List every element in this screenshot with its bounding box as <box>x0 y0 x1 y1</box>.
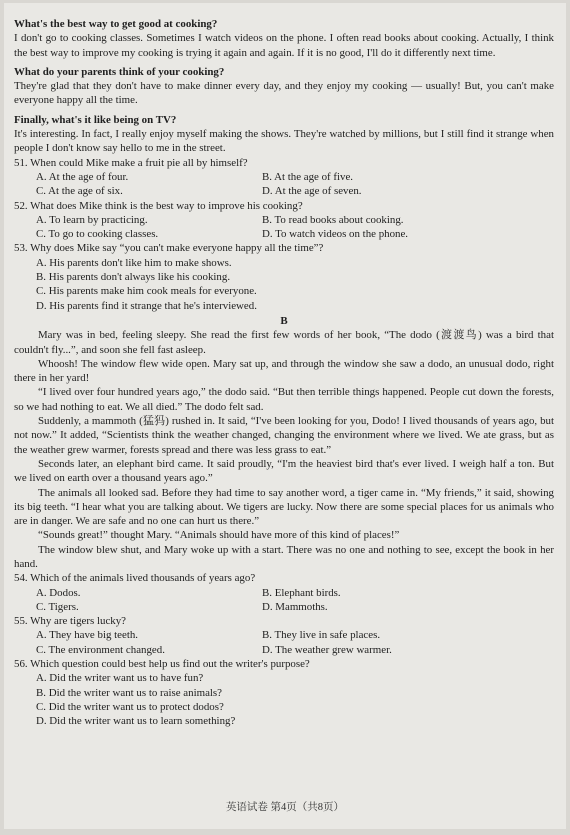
option: D. Mammoths. <box>262 600 328 613</box>
passage-paragraph: The animals all looked sad. Before they had time to say another word, a tiger came in. “My friends,” it said, showing its big teeth. “I hear what you are talking about. We tigers are lucky. Now there are some special places for us animals who are in danger. We are safe and no one can hurt us there.” <box>14 486 554 528</box>
interview-answer: It's interesting. In fact, I really enjoy myself making the shows. They're watched by millions, but I still find it strange when people I don't know say hello to me in the street. <box>14 128 554 155</box>
option: B. Elephant birds. <box>262 586 341 599</box>
questions-a <box>14 156 554 313</box>
option: C. To go to cooking classes. <box>36 228 159 241</box>
option: B. They live in safe places. <box>262 629 381 642</box>
question-56-options <box>14 671 554 728</box>
option: C. The environment changed. <box>36 643 165 656</box>
interview-question: What's the best way to get good at cooking? <box>14 18 218 30</box>
passage-paragraph: Seconds later, an elephant bird came. It said proudly, “I'm the heaviest bird that's ever lived. I weigh half a ton. But we lived on earth over a thousand years ago.” <box>14 457 554 485</box>
option: A. Did the writer want us to have fun? <box>36 672 204 685</box>
question-54-options <box>14 586 554 615</box>
question-52-stem: 52. What does Mike think is the best way to improve his cooking? <box>14 199 303 212</box>
option: A. They have big teeth. <box>36 629 139 642</box>
option: C. Tigers. <box>36 600 79 613</box>
passage-b <box>14 328 554 571</box>
question-53-stem: 53. Why does Mike say “you can't make everyone happy all the time”? <box>14 242 324 255</box>
section-b-heading: B <box>280 314 288 327</box>
option: D. To watch videos on the phone. <box>262 228 409 241</box>
questions-b <box>14 571 554 728</box>
option: A. Dodos. <box>36 586 81 599</box>
passage-paragraph: “I lived over four hundred years ago,” the dodo said. “But then terrible things happened. People cut down the forests, so we had nothing to eat. We all died.” The dodo felt sad. <box>14 386 554 413</box>
passage-paragraph: The window blew shut, and Mary woke up with a start. There was no one and nothing to see, except the book in her hand. <box>14 543 554 570</box>
passage-paragraph: Mary was in bed, feeling sleepy. She read the first few words of her book, “The dodo (渡渡鸟) was a bird that couldn't fly...”, and soon she fell fast asleep. <box>14 329 554 356</box>
question-55-options <box>14 628 554 657</box>
question-53-options <box>14 256 554 313</box>
option: B. To read books about cooking. <box>262 213 404 226</box>
option: C. Did the writer want us to protect dodos? <box>36 700 224 713</box>
option: A. His parents don't like him to make shows. <box>36 256 232 269</box>
question-52-options <box>14 213 554 242</box>
exam-page <box>4 3 566 829</box>
option: A. At the age of four. <box>36 170 129 183</box>
passage-paragraph: Suddenly, a mammoth (猛犸) rushed in. It said, “I've been looking for you, Dodo! I lived thousands of years ago, but not now.” It added, “Scientists think the weather changed, changing the environment where we lived. We ate grass, but as the weather grew warmer, forests spread and there was less grass to eat.” <box>14 415 554 456</box>
question-51-options <box>14 170 554 199</box>
option: D. The weather grew warmer. <box>262 643 392 656</box>
option: D. His parents find it strange that he's interviewed. <box>36 299 257 312</box>
option: C. His parents make him cook meals for everyone. <box>36 285 257 298</box>
question-51-stem: 51. When could Mike make a fruit pie all by himself? <box>14 156 248 169</box>
option: A. To learn by practicing. <box>36 213 148 226</box>
interview-section <box>14 17 554 156</box>
interview-question: Finally, what's it like being on TV? <box>14 113 177 126</box>
interview-answer: They're glad that they don't have to make dinner every day, and they enjoy my cooking — usually! But, you can't make everyone happy all the time. <box>14 80 554 107</box>
option: D. Did the writer want us to learn something? <box>36 715 236 728</box>
option: C. At the age of six. <box>36 185 123 198</box>
option: B. His parents don't always like his cooking. <box>36 271 231 284</box>
page-footer: 英语试卷 第4页（共8页） <box>225 801 345 813</box>
question-54-stem: 54. Which of the animals lived thousands of years ago? <box>14 572 256 585</box>
passage-paragraph: Whoosh! The window flew wide open. Mary sat up, and through the window she saw a dodo, an unusual dodo, right there in her yard! <box>14 357 554 385</box>
question-56-stem: 56. Which question could best help us find out the writer's purpose? <box>14 658 310 671</box>
interview-question: What do your parents think of your cooking? <box>14 65 225 78</box>
passage-paragraph: “Sounds great!” thought Mary. “Animals should have more of this kind of places!” <box>38 529 400 542</box>
question-55-stem: 55. Why are tigers lucky? <box>14 615 126 628</box>
option: B. At the age of five. <box>262 170 354 183</box>
option: B. Did the writer want us to raise animals? <box>36 686 223 699</box>
interview-answer: I don't go to cooking classes. Sometimes I watch videos on the phone. I often read books about cooking. Actually, I think the best way to improve my cooking is trying it again and again. If it is no good, I'll do it differently next time. <box>14 32 554 59</box>
option: D. At the age of seven. <box>262 185 362 198</box>
